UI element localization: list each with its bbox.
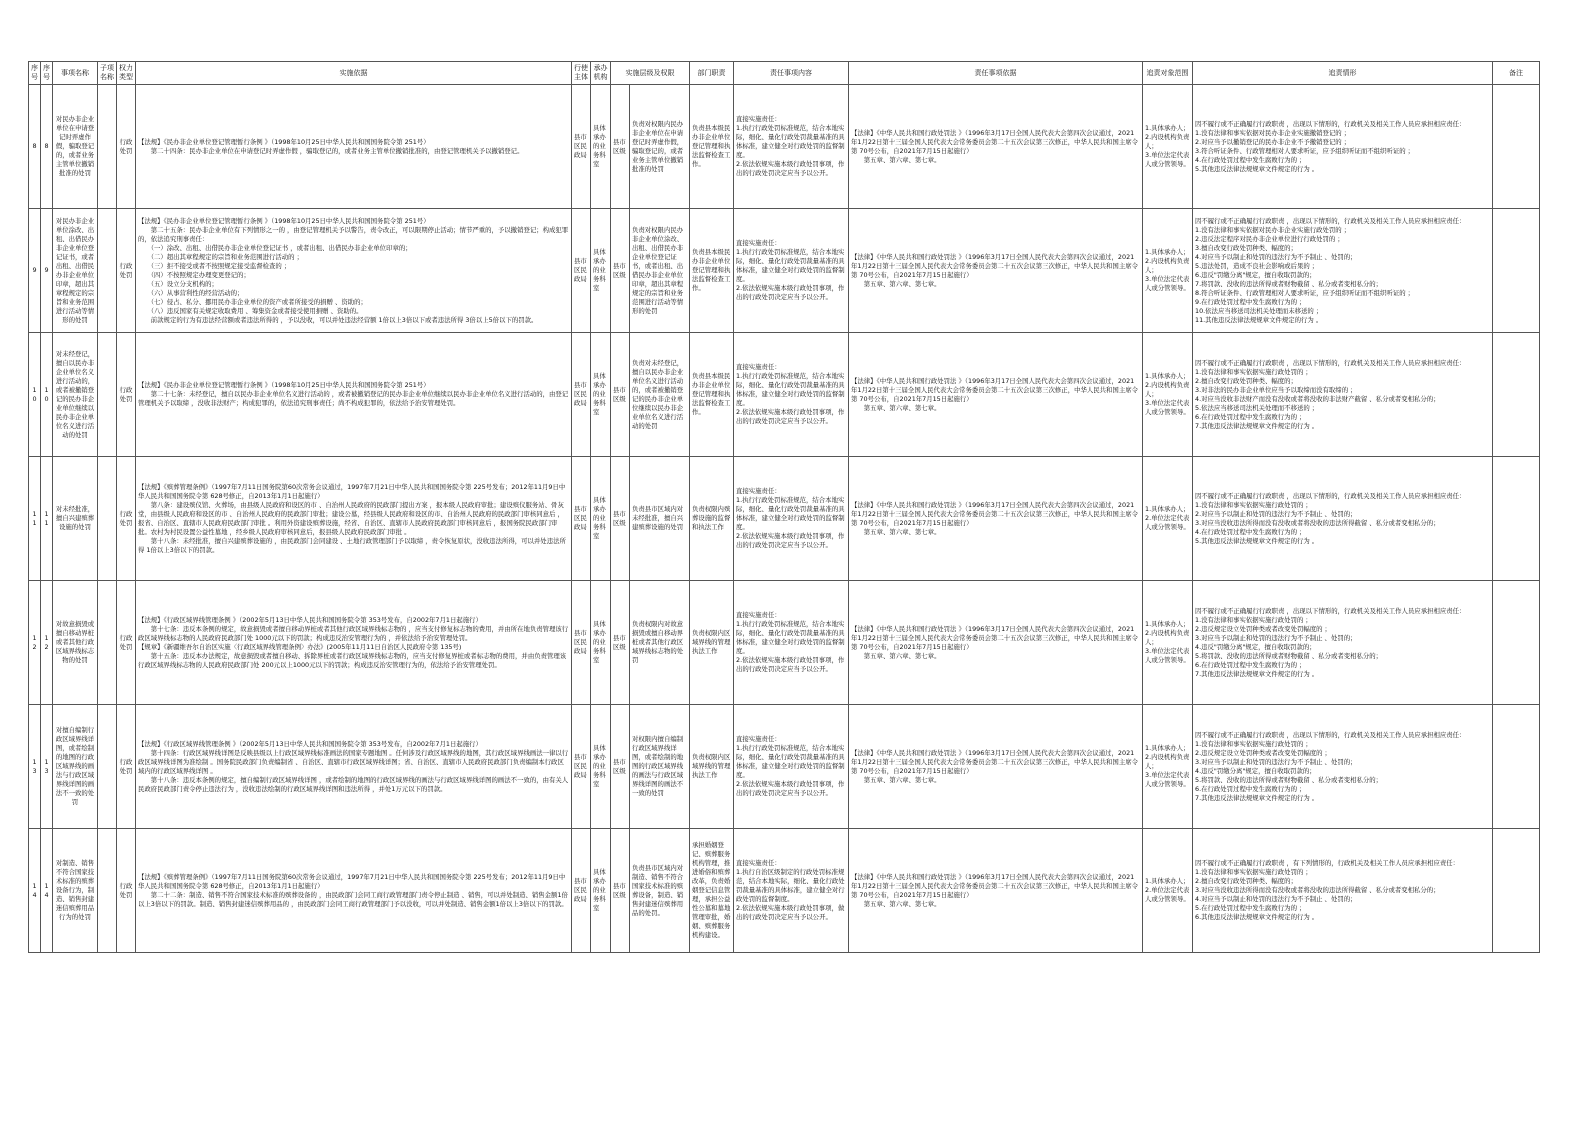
cell-sub-seq: 13 xyxy=(41,705,53,829)
cell-level-scope: 县市区级 xyxy=(611,457,630,581)
table-row xyxy=(29,581,1540,705)
cell-duty-basis: 【法律】《中华人民共和国行政处罚法 》（1996年3月17日全国人民代表大会第四次会议通过，2021年1月22日第十三届全国人民代表大会常务委员会第二十五次会议第三次修正，中华人民共和国主席令第 70号公布，自2021年7月15日起施行） 第五章、第六章、第七章。 xyxy=(849,209,1143,333)
cell-handling-org: 具体承办的业务科室 xyxy=(591,333,611,457)
power-list-table xyxy=(28,61,1540,953)
cell-sub-seq: 14 xyxy=(41,829,53,953)
col-header-accountability: 追责情形 xyxy=(1193,62,1493,85)
table-row xyxy=(29,829,1540,953)
cell-seq: 14 xyxy=(29,829,41,953)
col-header-seq: 序号 xyxy=(29,62,41,85)
cell-power-type: 行政处罚 xyxy=(117,457,136,581)
cell-handling-org: 具体承办的业务科室 xyxy=(591,829,611,953)
col-header-duty-basis: 责任事项依据 xyxy=(849,62,1143,85)
cell-level-scope: 县市区级 xyxy=(611,829,630,953)
col-header-basis: 实施依据 xyxy=(136,62,572,85)
cell-sub-seq: 8 xyxy=(41,85,53,209)
cell-item-name: 对未经批准，擅自兴建殡葬设施的处罚 xyxy=(53,457,98,581)
cell-seq: 8 xyxy=(29,85,41,209)
cell-duty-content: 直接实施责任： 1.执行行政处罚标准规范，结合本地实际，细化、量化行政处罚裁量基准的具体标准，建立健全对行政处罚的监督制度。 2.依法依规实施本级行政处罚事项，作出的行政处罚决定应当予以公开。 xyxy=(734,705,849,829)
cell-basis: 【法规】《行政区域界线管理条例 》（2002年5月13日中华人民共和国国务院令第 353号发布，自2002年7月1日起施行） 第十七条：违反本条例的规定，故意损毁或者擅自移动界桩或者其他行政区域界线标志物的 ，应当支付修复标志物的费用，并由所在地负责管理该行政区域界线标志物的人民政府民政部门处 1000元以下的罚款；构成违反治安管理行为的 ，并依法给予治安管理处罚。 【规章】《新疆维吾尔自治区实施〈行政区域界线管理条例〉办法》(2005年11月11日自治区人民政府令第 135号) 第十五条：违反本办法规定，故意损毁或者擅自移动、拆除界桩或者行政区域界线标志物的，应当支付修复界桩或者标志物的费用，并由负责管理该行政区域界线标志物的人民政府民政部门处 200元以上1000元以下的罚款；构成违反治安管理行为的，依法给予治安管理处罚。 xyxy=(136,581,572,705)
cell-item-name: 对民办非企业单位涂改、出租、出借民办非企业单位登记证书，或者出租、出借民办非企业单位印章，超出其章程规定的宗旨和业务范围进行活动等情形的处罚 xyxy=(53,209,98,333)
cell-duty-basis: 【法律】《中华人民共和国行政处罚法 》（1996年3月17日全国人民代表大会第四次会议通过，2021年1月22日第十三届全国人民代表大会常务委员会第二十五次会议第三次修正，中华人民共和国主席令第 70号公布，自2021年7月15日起施行） 第五章、第六章、第七章。 xyxy=(849,457,1143,581)
cell-duty-basis: 【法律】《中华人民共和国行政处罚法 》（1996年3月17日全国人民代表大会第四次会议通过，2021年1月22日第十三届全国人民代表大会常务委员会第二十五次会议第三次修正，中华人民共和国主席令第 70号公布，自2021年7月15日起施行） 第五章、第六章、第七章。 xyxy=(849,581,1143,705)
cell-sub-item xyxy=(98,85,117,209)
cell-accountability: 因不履行或不正确履行行政职责 ，有下列情形的，行政机关及相关工作人员应承担相应责任： 1.没有法律和事实依据实施行政处罚的 ； 2.擅自改变行政处罚种类、幅度的； 3.对应当没收违法所得而没有没收或者将没收的违法所得截留 、私分或者变相私分的； 4.对应当予以制止和处罚的违法行为不予制止 、处罚的； 5.在行政处罚过程中发生腐败行为的 ； 6.其他违反法律法规规章文件规定的行为 。 xyxy=(1193,829,1493,953)
col-header-duty-content: 责任事项内容 xyxy=(734,62,849,85)
cell-duty-basis: 【法律】《中华人民共和国行政处罚法 》（1996年3月17日全国人民代表大会第四次会议通过，2021年1月22日第十三届全国人民代表大会常务委员会第二十五次会议第三次修正，中华人民共和国主席令第 70号公布，自2021年7月15日起施行） 第五章、第六章、第七章。 xyxy=(849,705,1143,829)
cell-basis: 【法规】《民办非企业单位登记管理暂行条例 》（1998年10月25日中华人民共和国国务院令第 251号） 第二十七条：未经登记，擅自以民办非企业单位名义进行活动的 ，或者被撤销登记的民办非企业单位继续以民办非企业单位名义进行活动的，由登记管理机关予以取缔 ，没收非法财产；构成犯罪的，依法追究刑事责任；尚不构成犯罪的，依法给予治安管理处罚。 xyxy=(136,333,572,457)
cell-sub-item xyxy=(98,705,117,829)
cell-accountable: 1.具体承办人； 2.单位法定代表人或分管领导。 xyxy=(1143,457,1193,581)
cell-power-type: 行政处罚 xyxy=(117,333,136,457)
cell-power-type: 行政处罚 xyxy=(117,581,136,705)
cell-seq: 13 xyxy=(29,705,41,829)
cell-item-name: 对制造、销售不符合国家技术标准的殡葬设备行为，制造、销售封建迷信殡葬用品行为的处罚 xyxy=(53,829,98,953)
cell-accountable: 1.具体承办人； 2.内设机构负责人； 3.单位法定代表人或分管领导。 xyxy=(1143,333,1193,457)
cell-sub-seq: 12 xyxy=(41,581,53,705)
col-header-handling-org: 承办机构 xyxy=(591,62,611,85)
cell-accountability: 因不履行或不正确履行行政职责 ，出现以下情形的，行政机关及相关工作人员应承担相应责任： 1.没有法律和事实依据实施行政处罚的 ； 2.违反规定设立处罚种类或者改变处罚幅度的 ； 3.对应当予以制止和处罚的违法行为不予制止 、处罚的； 4.违反"罚缴分离"规定，擅自收取罚款的； 5.将罚款、没收的违法所得或者财物截留 、私分或者变相私分的； 6.在行政处罚过程中发生腐败行为的 ； 7.其他违反法律法规规章文件规定的行为 。 xyxy=(1193,705,1493,829)
cell-handling-org: 具体承办的业务科室 xyxy=(591,457,611,581)
table-row xyxy=(29,209,1540,333)
cell-level-scope: 县市区级 xyxy=(611,581,630,705)
cell-sub-item xyxy=(98,333,117,457)
cell-exec-subject: 县市区民政局 xyxy=(572,829,591,953)
cell-level-authority: 负责权限内对故意损毁或擅自移动界桩或者其他行政区域界线标志物的处罚 xyxy=(630,581,690,705)
cell-sub-seq: 9 xyxy=(41,209,53,333)
cell-seq: 11 xyxy=(29,457,41,581)
cell-duty-content: 直接实施责任： 1.执行行政处罚标准规范，结合本地实际，细化、量化行政处罚裁量基准的具体标准，建立健全对行政处罚的监督制度。 2.依法依规实施本级行政处罚事项，作出的行政处罚决定应当予以公开。 xyxy=(734,85,849,209)
col-header-exec-subject: 行使主体 xyxy=(572,62,591,85)
col-header-sub-seq: 序号 xyxy=(41,62,53,85)
cell-item-name: 对擅自编制行政区域界线详图，或者绘制的地图的行政区域界线的画法与行政区域界线详图的画法不一致的处罚 xyxy=(53,705,98,829)
cell-handling-org: 具体承办的业务科室 xyxy=(591,85,611,209)
cell-basis: 【法规】《殡葬管理条例》（1997年7月11日国务院第60次常务会议通过，1997年7月21日中华人民共和国国务院令第 225号发布；2012年11月9日中华人民共和国国务院令第 628号修正，自2013年1月1日起施行） 第二十二条：制造、销售不符合国家技术标准的殡葬设备的 ，由民政部门会同工商行政管理部门责令停止制造 、销售，可以并处制造、销售金额1倍以上3倍以下的罚款。制造、销售封建迷信殡葬用品的 ，由民政部门会同工商行政管理部门予以没收，可以并处制造、销售金额1倍以上3倍以下的罚款。 xyxy=(136,829,572,953)
cell-remark xyxy=(1493,457,1540,581)
header-row xyxy=(29,62,1540,85)
cell-remark xyxy=(1493,85,1540,209)
cell-sub-item xyxy=(98,209,117,333)
col-header-remark: 备注 xyxy=(1493,62,1540,85)
cell-exec-subject: 县市区民政局 xyxy=(572,581,591,705)
cell-seq: 12 xyxy=(29,581,41,705)
cell-remark xyxy=(1493,333,1540,457)
table-row xyxy=(29,333,1540,457)
cell-exec-subject: 县市区民政局 xyxy=(572,85,591,209)
cell-level-authority: 对权限内擅自编制行政区域界线详图，或者绘制的地图的行政区域界线的画法与行政区域界线详图的画法不一致的处罚 xyxy=(630,705,690,829)
cell-level-scope: 县市区级 xyxy=(611,333,630,457)
cell-accountability: 因不履行或不正确履行行政职责 ，出现以下情形的，行政机关及相关工作人员应承担相应责任： 1.没有法律和事实依据实施行政处罚的 ； 2.违反规定设立处罚种类或者改变处罚幅度的 ； 3.对应当予以制止和处罚的违法行为不予制止 、处罚的； 4.违反"罚缴分离"规定，擅自收取罚款的； 5.将罚款、没收的违法所得或者财物截留 、私分或者变相私分的； 6.在行政处罚过程中发生腐败行为的 ； 7.其他违反法律法规规章文件规定的行为 。 xyxy=(1193,581,1493,705)
cell-level-authority: 负责县市区域内对未经批准，擅自兴建殡葬设施的处罚 xyxy=(630,457,690,581)
cell-seq: 9 xyxy=(29,209,41,333)
cell-duty-content: 直接实施责任： 1.执行行政处罚标准规范，结合本地实际，细化、量化行政处罚裁量基准的具体标准，建立健全对行政处罚的监督制度。 2.依法依规实施本级行政处罚事项，作出的行政处罚决定应当予以公开。 xyxy=(734,581,849,705)
col-header-item-name: 事项名称 xyxy=(53,62,98,85)
cell-handling-org: 具体承办的业务科室 xyxy=(591,581,611,705)
cell-power-type: 行政处罚 xyxy=(117,209,136,333)
cell-level-authority: 负责对未经登记，擅自以民办非企业单位名义进行活动的，或者被撤销登记的民办非企业单位继续以民办非企业单位名义进行活动的处罚 xyxy=(630,333,690,457)
cell-dept-duty: 承担婚姻登记、殡葬服务机构管理，推进婚俗和殡葬改革，负责婚姻登记信息管理，承担公益性公墓和墓地管理审批，婚姻、殡葬服务机构建设。 xyxy=(690,829,734,953)
cell-handling-org: 具体承办的业务科室 xyxy=(591,705,611,829)
cell-seq: 10 xyxy=(29,333,41,457)
cell-remark xyxy=(1493,581,1540,705)
cell-basis: 【法规】《殡葬管理条例》（1997年7月11日国务院第60次常务会议通过，1997年7月21日中华人民共和国国务院令第 225号发布；2012年11月9日中华人民共和国国务院令第 628号修正，自2013年1月1日起施行） 第八条：建设殡仪馆、火葬场，由县级人民政府和设区的市 、自治州人民政府的民政部门提出方案 ，报本级人民政府审批；建设殡仪服务站、骨灰堂，由县级人民政府和设区的市 、自治州人民政府的民政部门审批；建设公墓，经县级人民政府和设区的市、自治州人民政府的民政部门审核同意后 ，报省、自治区、直辖市人民政府民政部门审批 。利用外资建设殡葬设施，经省、自治区、直辖市人民政府民政部门审核同意后 ，报国务院民政部门审批。农村为村民设置公益性墓地 ，经乡级人民政府审核同意后，报县级人民政府民政部门审批 。 第十八条：未经批准，擅自兴建殡葬设施的 ，由民政部门会同建设 、土地行政管理部门予以取缔 ，责令恢复原状，没收违法所得，可以并处违法所得 1倍以上3倍以下的罚款。 xyxy=(136,457,572,581)
cell-sub-seq: 10 xyxy=(41,333,53,457)
cell-duty-basis: 【法律】《中华人民共和国行政处罚法 》（1996年3月17日全国人民代表大会第四次会议通过，2021年1月22日第十三届全国人民代表大会常务委员会第二十五次会议第三次修正，中华人民共和国主席令第 70号公布，自2021年7月15日起施行） 第五章、第六章、第七章。 xyxy=(849,333,1143,457)
cell-power-type: 行政处罚 xyxy=(117,829,136,953)
cell-exec-subject: 县市区民政局 xyxy=(572,705,591,829)
col-header-level: 实施层级及权限 xyxy=(611,62,690,85)
cell-sub-item xyxy=(98,457,117,581)
cell-dept-duty: 负责县本级民办非企业单位登记管理和执法监督检查工作。 xyxy=(690,209,734,333)
cell-accountable: 1.具体承办人； 2.内设机构负责人； 3.单位法定代表人或分管领导。 xyxy=(1143,209,1193,333)
cell-level-scope: 县市区级 xyxy=(611,85,630,209)
cell-dept-duty: 负责县本级民办非企业单位登记管理和执法监督检查工作。 xyxy=(690,85,734,209)
cell-sub-item xyxy=(98,581,117,705)
cell-remark xyxy=(1493,829,1540,953)
cell-accountability: 因不履行或不正确履行行政职责 ，出现以下情形的，行政机关及相关工作人员应承担相应责任： 1.没有法律和事实依据实施行政处罚的 ； 2.对应当予以制止和处罚的违法行为不予制止 、处罚的； 3.对应当没收违法所得而没有没收或者将没收的违法所得截留 、私分或者变相私分的； 4.在行政处罚过程中发生腐败行为的 ； 5.其他违反法律法规规章文件规定的行为 。 xyxy=(1193,457,1493,581)
cell-accountability: 因不履行或不正确履行行政职责 ，出现以下情形的，行政机关及相关工作人员应承担相应责任： 1.没有法律和事实依据实施行政处罚的 ； 2.擅自改变行政处罚种类、幅度的； 3.对非法的民办非企业单位应当予以取缔而没有取缔的 ； 4.对应当没收非法财产而没有没收或者将没收的非法财产截留 、私分或者变相私分的； 5.依法应当移送司法机关处理而不移送的 ； 6.在行政处罚过程中发生腐败行为的 ； 7.其他违反法律法规规章文件规定的行为 。 xyxy=(1193,333,1493,457)
table-body xyxy=(29,85,1540,953)
cell-item-name: 对民办非企业单位在申请登记时弄虚作假，骗取登记的，或者业务主管单位撤销批准的处罚 xyxy=(53,85,98,209)
cell-accountable: 1.具体承办人； 2.内设机构负责人； 3.单位法定代表人或分管领导。 xyxy=(1143,581,1193,705)
cell-level-authority: 负责对权限内民办非企业单位涂改、出租、出借民办非企业单位登记证书，或者出租、出借民办非企业单位印章，超出其章程规定的宗旨和业务范围进行活动等情形的处罚 xyxy=(630,209,690,333)
cell-duty-basis: 【法律】《中华人民共和国行政处罚法 》（1996年3月17日全国人民代表大会第四次会议通过，2021年1月22日第十三届全国人民代表大会常务委员会第二十五次会议第三次修正，中华人民共和国主席令第 70号公布，自2021年7月15日起施行） 第五章、第六章、第七章。 xyxy=(849,829,1143,953)
cell-handling-org: 具体承办的业务科室 xyxy=(591,209,611,333)
col-header-sub-item: 子项名称 xyxy=(98,62,117,85)
cell-duty-content: 直接实施责任： 1.执行行政处罚标准规范，结合本地实际，细化、量化行政处罚裁量基准的具体标准，建立健全对行政处罚的监督制度。 2.依法依规实施本级行政处罚事项，作出的行政处罚决定应当予以公开。 xyxy=(734,457,849,581)
cell-accountability: 因不履行或不正确履行行政职责 ，出现以下情形的，行政机关及相关工作人员应承担相应责任： 1.没有法律和事实依据对民办非企业实施行政处罚的 ； 2.违反法定程序对民办非企业单位进行行政处罚的 ； 3.擅自改变行政处罚种类、幅度的； 4.对应当予以制止和处罚的违法行为不予制止 、处罚的； 5.违法处罚，造成不良社会影响或后果的 ； 6.违反"罚缴分离"规定，擅自收取罚款的； 7.将罚款、没收的违法所得或者财物截留 、私分或者变相私分的； 8.符合听证条件、行政管理相对人要求听证，应予组织听证而不组织听证的 ； 9.在行政处罚过程中发生腐败行为的 ； 10.依法应当移送司法机关处理而未移送的 ； 11.其他违反法律法规规章文件规定的行为 。 xyxy=(1193,209,1493,333)
col-header-accountable: 追责对象范围 xyxy=(1143,62,1193,85)
cell-level-authority: 负责对权限内民办非企业单位在申请登记时弄虚作假，骗取登记的，或者业务主管单位撤销批准的处罚 xyxy=(630,85,690,209)
cell-accountable: 1.具体承办人； 2.单位法定代表人或分管领导。 xyxy=(1143,829,1193,953)
cell-sub-seq: 11 xyxy=(41,457,53,581)
cell-power-type: 行政处罚 xyxy=(117,705,136,829)
table-row xyxy=(29,85,1540,209)
cell-exec-subject: 县市区民政局 xyxy=(572,457,591,581)
cell-remark xyxy=(1493,209,1540,333)
cell-accountable: 1.具体承办人； 2.内设机构负责人； 3.单位法定代表人或分管领导。 xyxy=(1143,85,1193,209)
cell-accountability: 因不履行或不正确履行行政职责 ，出现以下情形的，行政机关及相关工作人员应承担相应责任： 1.没有法律和事实依据对民办非企业实施撤销登记的 ； 2.对应当予以撤销登记的民办非企业不予撤销登记的 ； 3.符合听证条件、行政管理相对人要求听证，应予组织听证而不组织听证的 ； 4.在行政处罚过程中发生腐败行为的 ； 5.其他违反法律法规规章文件规定的行为 。 xyxy=(1193,85,1493,209)
cell-level-scope: 县市区级 xyxy=(611,705,630,829)
cell-duty-content: 直接实施责任： 1.执行行政处罚标准规范，结合本地实际，细化、量化行政处罚裁量基准的具体标准，建立健全对行政处罚的监督制度。 2.依法依规实施本级行政处罚事项，作出的行政处罚决定应当予以公开。 xyxy=(734,209,849,333)
cell-level-scope: 县市区级 xyxy=(611,209,630,333)
cell-power-type: 行政处罚 xyxy=(117,85,136,209)
cell-basis: 【法规】《民办非企业单位登记管理暂行条例 》（1998年10月25日中华人民共和国国务院令第 251号） 第二十四条：民办非企业单位在申请登记时弄虚作假 ，骗取登记的，或者业务主管单位撤销批准的，由登记管理机关予以撤销登记。 xyxy=(136,85,572,209)
cell-duty-content: 直接实施责任： 1.执行行政处罚标准规范，结合本地实际，细化、量化行政处罚裁量基准的具体标准，建立健全对行政处罚的监督制度。 2.依法依规实施本级行政处罚事项，作出的行政处罚决定应当予以公开。 xyxy=(734,333,849,457)
cell-exec-subject: 县市区民政局 xyxy=(572,333,591,457)
cell-basis: 【法规】《行政区域界线管理条例 》（2002年5月13日中华人民共和国国务院令第 353号发布，自2002年7月1日起施行） 第十四条：行政区域界线详图是反映县级以上行政区域界线标准画法的国家专题地图 。任何涉及行政区域界线的地图，其行政区域界线画法一律以行政区域界线详图为准绘制 。国务院民政部门负责编制省 、自治区、直辖市行政区域界线详图；省、自治区、直辖市人民政府民政部门负责编制本行政区域内的行政区域界线详图 。 第十八条：违反本条例的规定，擅自编制行政区域界线详图 ，或者绘制的地图的行政区域界线的画法与行政区域界线详图的画法不一致的，由有关人民政府民政部门责令停止违法行为 ，没收违法绘制的行政区域界线详图和违法所得 ，并处1万元以下的罚款。 xyxy=(136,705,572,829)
cell-exec-subject: 县市区民政局 xyxy=(572,209,591,333)
cell-item-name: 对未经登记，擅自以民办非企业单位名义进行活动的，或者被撤销登记的民办非企业单位继续以民办非企业单位名义进行活动的处罚 xyxy=(53,333,98,457)
cell-accountable: 1.具体承办人； 2.内设机构负责人； 3.单位法定代表人或分管领导。 xyxy=(1143,705,1193,829)
cell-sub-item xyxy=(98,829,117,953)
cell-remark xyxy=(1493,705,1540,829)
cell-item-name: 对故意损毁或擅自移动界桩或者其他行政区域界线标志物的处罚 xyxy=(53,581,98,705)
cell-duty-content: 直接实施责任： 1.执行自治区级制定的行政处罚标准规范，结合本地实际，细化、量化行政处罚裁量基准的具体标准，建立健全对行政处罚的监督制度。 2.依法依规实施本级行政处罚事项，做出的行政处罚决定应当予以公开。 xyxy=(734,829,849,953)
cell-dept-duty: 负责权限内殡葬设施的监督和执法工作 xyxy=(690,457,734,581)
cell-level-authority: 负责县市区域内对制造、销售不符合国家技术标准的殡葬设备，制造、销售封建迷信殡葬用品的处罚。 xyxy=(630,829,690,953)
col-header-power-type: 权力类型 xyxy=(117,62,136,85)
col-header-dept-duty: 部门职责 xyxy=(690,62,734,85)
cell-basis: 【法规】《民办非企业单位登记管理暂行条例 》（1998年10月25日中华人民共和国国务院令第 251号） 第二十五条：民办非企业单位有下列情形之一的 ，由登记管理机关予以警告，责令改正，可以限期停止活动；情节严重的，予以撤销登记；构成犯罪的，依法追究刑事责任： （一）涂改、出租、出借民办非企业单位登记证书 ，或者出租、出借民办非企业单位印章的； （二）超出其章程规定的宗旨和业务范围进行活动的 ； （三）拒不接受或者不按照规定接受监督检查的 ； （四）不按照规定办理变更登记的； （五）设立分支机构的； （六）从事营利性的经营活动的； （七）侵占、私分、挪用民办非企业单位的资产或者所接受的捐赠 、资助的； （八）违反国家有关规定收取费用 、筹集资金或者接受使用捐赠 、资助的。 前款规定的行为有违法经营额或者违法所得的 ，予以没收，可以并处违法经营额 1倍以上3倍以下或者违法所得 3倍以上5倍以下的罚款。 xyxy=(136,209,572,333)
cell-dept-duty: 负责权限内区域界线的管理执法工作 xyxy=(690,705,734,829)
table-row xyxy=(29,457,1540,581)
cell-dept-duty: 负责权限内区域界线的管理执法工作 xyxy=(690,581,734,705)
cell-dept-duty: 负责县本级民办非企业单位登记管理和执法监督检查工作。 xyxy=(690,333,734,457)
cell-duty-basis: 【法律】《中华人民共和国行政处罚法 》（1996年3月17日全国人民代表大会第四次会议通过，2021年1月22日第十三届全国人民代表大会常务委员会第二十五次会议第三次修正，中华人民共和国主席令第 70号公布，自2021年7月15日起施行） 第五章、第六章、第七章。 xyxy=(849,85,1143,209)
table-row xyxy=(29,705,1540,829)
